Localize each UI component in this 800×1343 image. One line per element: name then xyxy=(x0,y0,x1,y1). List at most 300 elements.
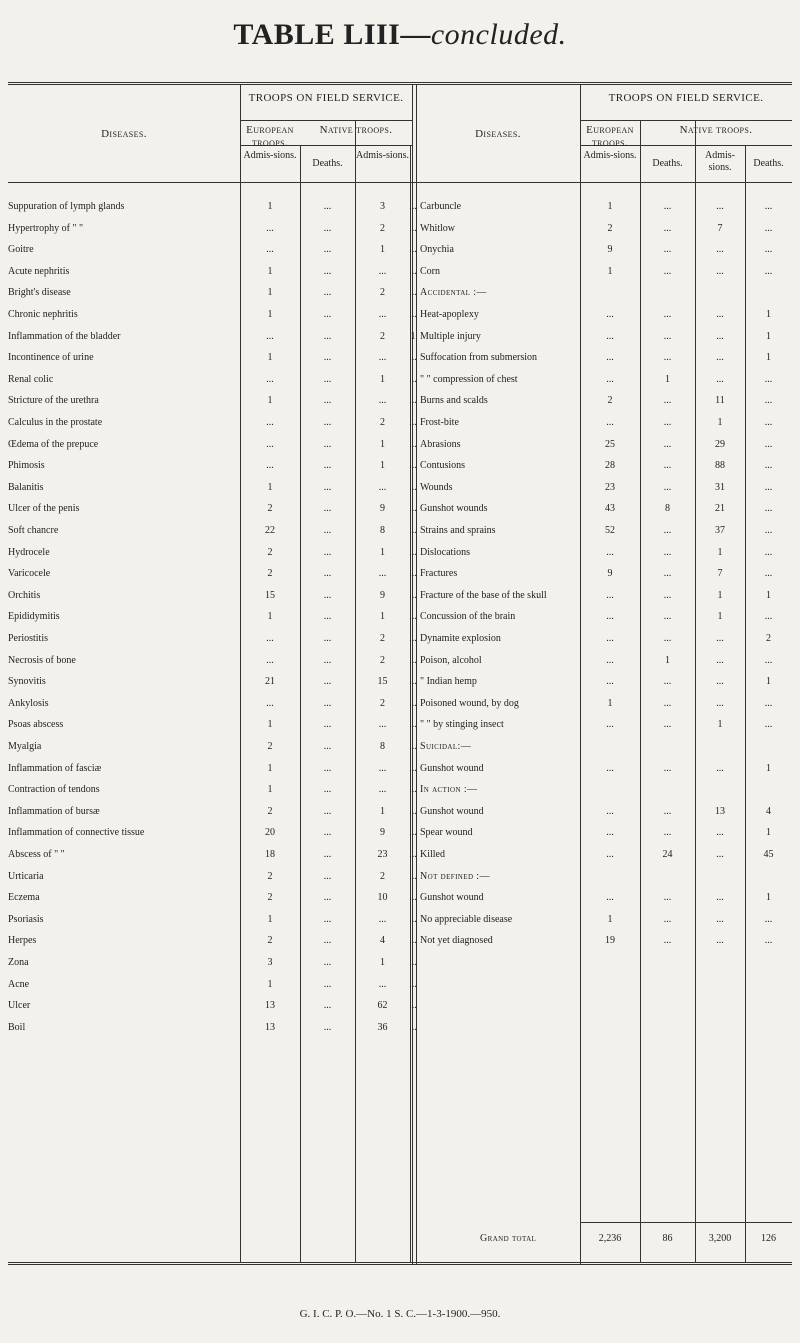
cell-na: ... xyxy=(716,892,724,903)
cell-nd: 1 xyxy=(766,827,771,838)
cell-ea: 23 xyxy=(605,482,615,493)
disease-label: Gunshot wounds xyxy=(420,503,488,514)
table-row xyxy=(8,220,417,240)
cell-ea: 2 xyxy=(607,223,613,234)
table-row xyxy=(8,414,417,434)
table-row xyxy=(420,781,792,801)
table-row xyxy=(8,522,417,542)
cell-nd: 4 xyxy=(766,806,771,817)
disease-label: Bright's disease xyxy=(8,287,71,298)
cell-ea: 1 xyxy=(267,395,273,406)
table-row xyxy=(420,608,792,628)
disease-label: Goitre xyxy=(8,244,34,255)
cell-ea: ... xyxy=(606,827,614,838)
table-row xyxy=(420,889,792,909)
table-row xyxy=(420,932,792,952)
cell-nd: 1 xyxy=(766,352,771,363)
cell-ed: ... xyxy=(323,784,332,795)
cell-nd: ... xyxy=(764,935,773,946)
cell-na: 31 xyxy=(715,482,725,493)
table-row xyxy=(420,673,792,693)
cell-ea: ... xyxy=(606,309,614,320)
cell-ea: 13 xyxy=(265,1000,275,1011)
disease-label: Calculus in the prostate xyxy=(8,417,103,428)
cell-ed: ... xyxy=(663,719,672,730)
cell-nd: ... xyxy=(409,287,417,298)
disease-label: Burns and scalds xyxy=(420,395,488,406)
cell-nd: ... xyxy=(409,309,417,320)
cell-ea: 2 xyxy=(267,806,273,817)
header-admissions-left-eu: Admis-sions. xyxy=(243,150,297,161)
cell-nd: ... xyxy=(409,568,417,579)
table-row xyxy=(420,544,792,564)
cell-na: 88 xyxy=(715,460,725,471)
disease-label: Synovitis xyxy=(8,676,46,687)
cell-nd: 2 xyxy=(766,633,771,644)
table-row xyxy=(420,457,792,477)
table-row xyxy=(8,479,417,499)
cell-ed: ... xyxy=(663,201,672,212)
cell-ed: ... xyxy=(323,503,332,514)
cell-nd: ... xyxy=(409,979,417,990)
cell-nd: ... xyxy=(409,741,417,752)
table-row xyxy=(420,241,792,261)
disease-label: Abscess of " " xyxy=(8,849,65,860)
table-row xyxy=(8,630,417,650)
cell-na: 8 xyxy=(380,525,385,536)
cell-na: 7 xyxy=(717,223,723,234)
table-row xyxy=(8,868,417,888)
table-row xyxy=(8,889,417,909)
cell-ed: ... xyxy=(323,914,332,925)
table-row xyxy=(8,457,417,477)
header-european-right: European troops. xyxy=(586,124,634,149)
cell-na: 1 xyxy=(380,806,385,817)
disease-label: Œdema of the prepuce xyxy=(8,439,99,450)
cell-na: ... xyxy=(378,266,387,277)
disease-label: Myalgia xyxy=(8,741,42,752)
cell-nd: ... xyxy=(764,460,773,471)
cell-nd: ... xyxy=(409,698,417,709)
cell-ed: ... xyxy=(663,223,672,234)
disease-label: Dynamite explosion xyxy=(420,633,501,644)
disease-label: Accidental :— xyxy=(420,287,487,298)
cell-ea: 1 xyxy=(267,309,273,320)
cell-na: ... xyxy=(716,763,724,774)
disease-label: Killed xyxy=(420,849,445,860)
cell-nd: ... xyxy=(764,525,773,536)
cell-ea: ... xyxy=(606,374,614,385)
table-row xyxy=(8,716,417,736)
table-row xyxy=(8,500,417,520)
rule-divider xyxy=(412,84,413,1264)
cell-nd: ... xyxy=(409,547,417,558)
cell-ed: ... xyxy=(323,223,332,234)
cell-ed: ... xyxy=(323,568,332,579)
cell-ea: ... xyxy=(606,806,614,817)
disease-label: In action :— xyxy=(420,784,478,795)
cell-ed: ... xyxy=(323,676,332,687)
grand-total-nd: 126 xyxy=(761,1233,776,1244)
cell-ed: ... xyxy=(323,806,332,817)
header-bottom-rule xyxy=(8,182,792,183)
cell-ea: 1 xyxy=(607,266,613,277)
cell-nd: 1 xyxy=(766,590,771,601)
cell-ea: ... xyxy=(266,244,274,255)
cell-ea: 9 xyxy=(607,568,613,579)
cell-ed: ... xyxy=(663,417,672,428)
cell-nd: ... xyxy=(409,719,417,730)
printer-imprint: G. I. C. P. O.—No. 1 S. C.—1-3-1900.—950. xyxy=(299,1308,501,1320)
cell-nd: ... xyxy=(409,676,417,687)
cell-ea: 22 xyxy=(265,525,275,536)
cell-na: 2 xyxy=(380,871,385,882)
rule-divider-2 xyxy=(416,84,417,1264)
table-row xyxy=(8,544,417,564)
table-row xyxy=(8,284,417,304)
cell-na: 2 xyxy=(380,633,385,644)
cell-ed: ... xyxy=(323,395,332,406)
disease-label: Hydrocele xyxy=(8,547,50,558)
grand-total-label: Grand total xyxy=(480,1233,537,1244)
disease-label: Frost-bite xyxy=(420,417,459,428)
cell-ea: 20 xyxy=(265,827,275,838)
cell-ed: ... xyxy=(323,979,332,990)
cell-ed: ... xyxy=(323,741,332,752)
cell-ea: 2 xyxy=(267,892,273,903)
cell-na: 29 xyxy=(715,439,725,450)
cell-ea: ... xyxy=(606,590,614,601)
disease-label: Contusions xyxy=(420,460,466,471)
cell-ed: ... xyxy=(323,698,332,709)
header-european-left: European troops. xyxy=(246,124,294,149)
disease-label: Not defined :— xyxy=(420,871,490,882)
cell-na: 2 xyxy=(380,331,385,342)
cell-ea: 1 xyxy=(267,201,273,212)
disease-label: Hypertrophy of " " xyxy=(8,223,84,234)
cell-nd: ... xyxy=(409,460,417,471)
disease-label: Gunshot wound xyxy=(420,763,484,774)
cell-ea: ... xyxy=(266,698,274,709)
table-row xyxy=(420,738,792,758)
cell-ed: ... xyxy=(663,482,672,493)
disease-label: Zona xyxy=(8,957,29,968)
table-row xyxy=(420,868,792,888)
cell-na: 1 xyxy=(717,719,723,730)
cell-ea: 1 xyxy=(267,763,273,774)
table-row xyxy=(8,392,417,412)
table-row xyxy=(8,608,417,628)
cell-na: ... xyxy=(378,395,387,406)
cell-nd: ... xyxy=(764,568,773,579)
cell-na: ... xyxy=(716,849,724,860)
cell-nd: ... xyxy=(409,223,417,234)
cell-ed: ... xyxy=(323,266,332,277)
cell-nd: ... xyxy=(764,266,773,277)
disease-label: Balanitis xyxy=(8,482,44,493)
table-row xyxy=(420,522,792,542)
cell-na: ... xyxy=(378,482,387,493)
cell-na: ... xyxy=(378,309,387,320)
table-row xyxy=(8,328,416,348)
table-row xyxy=(420,911,792,931)
table-row xyxy=(8,565,417,585)
title-main: TABLE LIII— xyxy=(233,18,431,51)
cell-nd: ... xyxy=(764,547,773,558)
cell-ea: ... xyxy=(606,352,614,363)
cell-nd: ... xyxy=(409,871,417,882)
cell-ed: ... xyxy=(663,309,672,320)
cell-na: ... xyxy=(378,719,387,730)
cell-na: ... xyxy=(716,676,724,687)
cell-ed: ... xyxy=(323,655,332,666)
cell-na: ... xyxy=(378,763,387,774)
cell-ea: 3 xyxy=(267,957,273,968)
cell-ed: 24 xyxy=(662,849,673,860)
cell-ea: ... xyxy=(606,611,614,622)
grand-total-ea: 2,236 xyxy=(598,1233,622,1244)
cell-nd: ... xyxy=(764,914,773,925)
cell-na: 23 xyxy=(377,849,388,860)
cell-nd: ... xyxy=(764,439,773,450)
cell-nd: 1 xyxy=(766,676,771,687)
disease-label: Strains and sprains xyxy=(420,525,496,536)
cell-ea: 28 xyxy=(605,460,615,471)
header-native-right: Native troops. xyxy=(679,124,753,136)
cell-na: 1 xyxy=(380,611,385,622)
disease-label: " " compression of chest xyxy=(420,374,518,385)
cell-nd: 1 xyxy=(766,309,771,320)
cell-ea: ... xyxy=(266,223,274,234)
cell-na: ... xyxy=(716,374,724,385)
cell-na: 1 xyxy=(380,244,385,255)
cell-na: 2 xyxy=(380,287,385,298)
table-row xyxy=(420,500,792,520)
disease-label: Inflammation of connective tissue xyxy=(8,827,145,838)
cell-ed: ... xyxy=(663,676,672,687)
table-row xyxy=(8,954,417,974)
cell-na: 15 xyxy=(377,676,388,687)
cell-ea: 1 xyxy=(607,698,613,709)
cell-ed: ... xyxy=(323,331,332,342)
cell-ea: 2 xyxy=(267,741,273,752)
cell-ed: ... xyxy=(663,395,672,406)
cell-ea: ... xyxy=(606,676,614,687)
cell-ea: ... xyxy=(606,719,614,730)
table-row xyxy=(8,306,417,326)
cell-nd: ... xyxy=(764,611,773,622)
cell-ea: 1 xyxy=(267,784,273,795)
cell-nd: 1 xyxy=(766,892,771,903)
table-row xyxy=(420,652,792,672)
disease-label: Poison, alcohol xyxy=(420,655,482,666)
cell-ea: 2 xyxy=(267,503,273,514)
disease-label: " Indian hemp xyxy=(420,676,477,687)
cell-nd: ... xyxy=(409,525,417,536)
cell-ed: ... xyxy=(663,698,672,709)
cell-nd: 1 xyxy=(766,331,771,342)
cell-na: 11 xyxy=(715,395,725,406)
cell-ea: 2 xyxy=(267,547,273,558)
cell-na: ... xyxy=(716,266,724,277)
grand-total-ed: 86 xyxy=(662,1233,673,1244)
cell-ed: ... xyxy=(323,611,332,622)
cell-ea: 52 xyxy=(605,525,615,536)
cell-nd: 1 xyxy=(766,763,771,774)
cell-ed: ... xyxy=(323,849,332,860)
cell-ed: ... xyxy=(323,633,332,644)
cell-na: ... xyxy=(378,352,387,363)
cell-nd: ... xyxy=(409,957,417,968)
table-row xyxy=(8,198,417,218)
disease-label: Necrosis of bone xyxy=(8,655,76,666)
table-row xyxy=(420,306,792,326)
cell-ea: ... xyxy=(606,547,614,558)
table-row xyxy=(8,824,417,844)
cell-nd: 1 xyxy=(410,331,416,342)
cell-na: 1 xyxy=(380,547,385,558)
table-row xyxy=(8,760,417,780)
disease-label: Herpes xyxy=(8,935,37,946)
cell-ed: ... xyxy=(323,957,332,968)
cell-nd: ... xyxy=(409,827,417,838)
cell-ed: ... xyxy=(663,590,672,601)
cell-nd: ... xyxy=(409,266,417,277)
cell-na: ... xyxy=(716,655,724,666)
table-row xyxy=(8,781,417,801)
cell-ea: 1 xyxy=(267,352,273,363)
table-row xyxy=(420,587,792,607)
cell-nd: ... xyxy=(764,395,773,406)
cell-ed: ... xyxy=(323,439,332,450)
disease-label: Whitlow xyxy=(420,223,455,234)
cell-ed: ... xyxy=(663,547,672,558)
disease-label: Renal colic xyxy=(8,374,54,385)
table-row xyxy=(420,349,792,369)
disease-label: Boil xyxy=(8,1022,26,1033)
cell-na: ... xyxy=(716,914,724,925)
cell-nd: ... xyxy=(409,1000,417,1011)
cell-na: 1 xyxy=(717,547,723,558)
cell-nd: ... xyxy=(409,244,417,255)
cell-ed: ... xyxy=(663,525,672,536)
cell-nd: ... xyxy=(409,503,417,514)
cell-na: 1 xyxy=(380,374,385,385)
cell-na: 2 xyxy=(380,417,385,428)
cell-ed: ... xyxy=(323,460,332,471)
cell-na: 1 xyxy=(380,439,385,450)
cell-na: ... xyxy=(716,244,724,255)
cell-ed: ... xyxy=(323,374,332,385)
cell-nd: ... xyxy=(764,374,773,385)
cell-na: 1 xyxy=(380,460,385,471)
cell-ea: ... xyxy=(266,331,274,342)
disease-label: Not yet diagnosed xyxy=(420,935,493,946)
cell-ed: ... xyxy=(323,1000,332,1011)
cell-ea: ... xyxy=(266,374,274,385)
cell-nd: ... xyxy=(764,503,773,514)
cell-ea: ... xyxy=(606,892,614,903)
cell-ea: 13 xyxy=(265,1022,275,1033)
cell-na: 3 xyxy=(380,201,385,212)
cell-nd: ... xyxy=(409,914,417,925)
cell-ed: ... xyxy=(663,827,672,838)
table-row xyxy=(420,371,792,391)
cell-ed: ... xyxy=(323,244,332,255)
table-row xyxy=(420,479,792,499)
cell-na: ... xyxy=(378,784,387,795)
cell-ed: ... xyxy=(323,935,332,946)
cell-na: ... xyxy=(378,979,387,990)
header-deaths-left-eu: Deaths. xyxy=(312,158,343,169)
cell-na: ... xyxy=(716,698,724,709)
table-row xyxy=(8,241,417,261)
table-row xyxy=(420,436,792,456)
cell-ed: ... xyxy=(663,892,672,903)
header-diseases-left: Diseases. xyxy=(101,128,147,140)
cell-ed: ... xyxy=(323,827,332,838)
page-title xyxy=(0,18,800,52)
disease-label: Psoas abscess xyxy=(8,719,64,730)
total-rule xyxy=(580,1222,792,1223)
cell-ea: 19 xyxy=(605,935,615,946)
cell-ea: 1 xyxy=(267,287,273,298)
cell-na: 36 xyxy=(377,1022,388,1033)
cell-nd: ... xyxy=(409,417,417,428)
disease-label: Multiple injury xyxy=(420,331,481,342)
cell-ea: ... xyxy=(606,655,614,666)
cell-ea: 1 xyxy=(267,266,273,277)
table-row xyxy=(8,263,417,283)
cell-ed: ... xyxy=(663,460,672,471)
disease-label: Concussion of the brain xyxy=(420,611,516,622)
cell-ea: ... xyxy=(606,763,614,774)
disease-label: Epididymitis xyxy=(8,611,60,622)
cell-ea: 9 xyxy=(607,244,613,255)
cell-na: 62 xyxy=(377,1000,388,1011)
table-row xyxy=(420,414,792,434)
cell-na: 2 xyxy=(380,223,385,234)
cell-ed: ... xyxy=(663,266,672,277)
header-group-left: TROOPS ON FIELD SERVICE. xyxy=(248,92,404,104)
cell-ea: ... xyxy=(606,331,614,342)
cell-na: 8 xyxy=(380,741,385,752)
cell-nd: ... xyxy=(409,784,417,795)
cell-nd: ... xyxy=(409,439,417,450)
cell-na: 9 xyxy=(380,827,385,838)
cell-ed: ... xyxy=(663,568,672,579)
table-row xyxy=(420,392,792,412)
table-row xyxy=(8,976,417,996)
cell-na: 9 xyxy=(380,590,385,601)
table-row xyxy=(420,263,792,283)
table-row xyxy=(420,716,792,736)
cell-ed: ... xyxy=(663,352,672,363)
disease-label: Spear wound xyxy=(420,827,473,838)
table-row xyxy=(420,803,792,823)
table-row xyxy=(420,284,792,304)
cell-nd: ... xyxy=(409,1022,417,1033)
cell-ed: ... xyxy=(323,352,332,363)
cell-na: 21 xyxy=(715,503,725,514)
cell-nd: ... xyxy=(409,482,417,493)
cell-na: ... xyxy=(716,352,724,363)
cell-ea: 1 xyxy=(267,611,273,622)
cell-nd: 45 xyxy=(763,849,774,860)
cell-nd: ... xyxy=(409,395,417,406)
header-diseases-right: Diseases. xyxy=(475,128,521,140)
table-row xyxy=(8,587,417,607)
